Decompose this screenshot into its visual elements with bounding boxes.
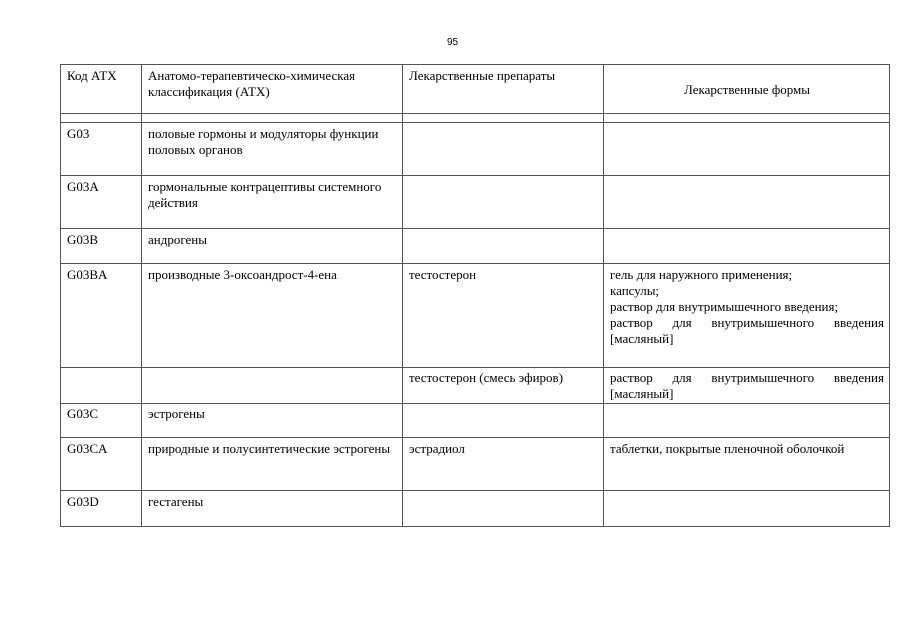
header-classification: Анатомо-терапевтическо-химическая классификация (АТХ) bbox=[142, 65, 403, 114]
cell-drug bbox=[403, 491, 604, 527]
cell-code: G03CA bbox=[61, 438, 142, 491]
cell-code: G03B bbox=[61, 229, 142, 264]
cell-drug: тестостерон bbox=[403, 264, 604, 368]
header-forms: Лекарственные формы bbox=[604, 65, 890, 114]
table-header-row bbox=[61, 65, 890, 114]
cell-drug: тестостерон (смесь эфиров) bbox=[403, 368, 604, 404]
cell-forms bbox=[604, 123, 890, 176]
form-line: раствор для внутримышечного введения bbox=[610, 315, 884, 330]
cell-forms bbox=[604, 438, 890, 491]
cell-code: G03BA bbox=[61, 264, 142, 368]
cell-code: G03A bbox=[61, 176, 142, 229]
form-line: [масляный] bbox=[610, 331, 674, 346]
cell-classification: андрогены bbox=[142, 229, 403, 264]
table-row bbox=[61, 123, 890, 176]
cell-forms bbox=[604, 176, 890, 229]
cell-forms bbox=[604, 368, 890, 404]
cell-drug bbox=[403, 229, 604, 264]
header-code: Код АТХ bbox=[61, 65, 142, 114]
cell-classification bbox=[142, 368, 403, 404]
form-line: раствор для внутримышечного введения; bbox=[610, 299, 839, 314]
header-drugs: Лекарственные препараты bbox=[403, 65, 604, 114]
table-row bbox=[61, 438, 890, 491]
table-row bbox=[61, 404, 890, 438]
form-line: [масляный] bbox=[610, 386, 674, 401]
cell-drug bbox=[403, 404, 604, 438]
cell-forms bbox=[604, 264, 890, 368]
atx-table bbox=[60, 64, 890, 527]
page-number: 95 bbox=[446, 37, 459, 48]
cell-forms bbox=[604, 229, 890, 264]
table-row bbox=[61, 491, 890, 527]
cell-classification: природные и полусинтетические эстрогены bbox=[142, 438, 403, 491]
cell-classification: гестагены bbox=[142, 491, 403, 527]
cell-code: G03D bbox=[61, 491, 142, 527]
table-row bbox=[61, 176, 890, 229]
cell-classification: производные 3-оксоандрост-4-ена bbox=[142, 264, 403, 368]
cell-classification: эстрогены bbox=[142, 404, 403, 438]
cell-code bbox=[61, 368, 142, 404]
form-line: гель для наружного применения; bbox=[610, 267, 793, 282]
cell-drug bbox=[403, 176, 604, 229]
cell-forms bbox=[604, 404, 890, 438]
table-row bbox=[61, 229, 890, 264]
table-row bbox=[61, 368, 890, 404]
table-row bbox=[61, 264, 890, 368]
cell-drug bbox=[403, 123, 604, 176]
cell-forms bbox=[604, 491, 890, 527]
cell-classification: половые гормоны и модуляторы функции половых органов bbox=[142, 123, 403, 176]
header-spacer-row bbox=[61, 114, 890, 123]
cell-code: G03 bbox=[61, 123, 142, 176]
cell-classification: гормональные контрацептивы системного действия bbox=[142, 176, 403, 229]
form-line: раствор для внутримышечного введения bbox=[610, 370, 884, 385]
cell-drug: эстрадиол bbox=[403, 438, 604, 491]
form-line: капсулы; bbox=[610, 283, 660, 298]
cell-code: G03C bbox=[61, 404, 142, 438]
form-line: таблетки, покрытые пленочной оболочкой bbox=[610, 441, 845, 456]
